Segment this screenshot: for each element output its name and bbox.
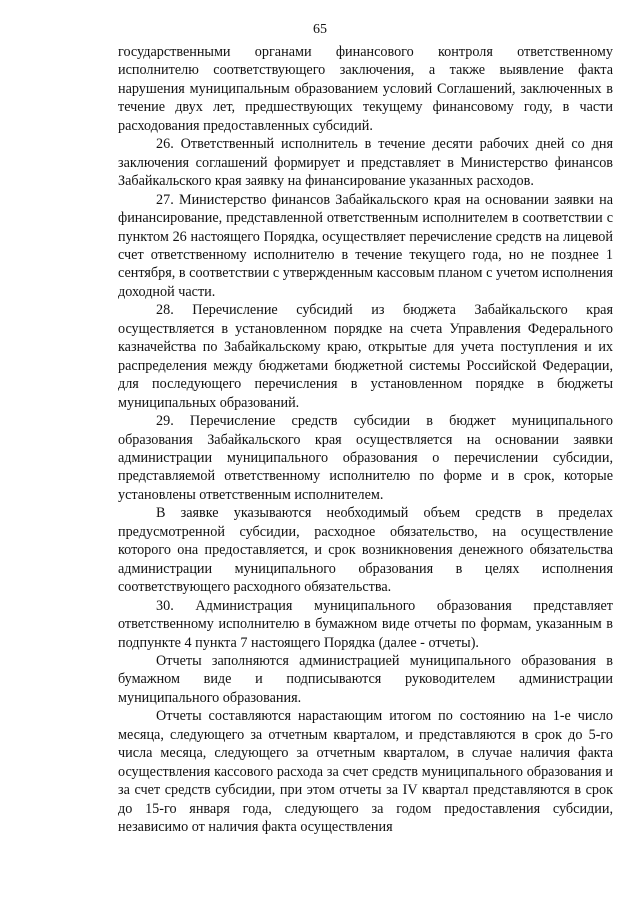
paragraph-continuation: государственными органами финансового контроля ответственному исполнителю соответствующего заключения, а также выявление факта нарушения муниципальным образованием условий Соглашений, заключенных в течение двух лет, предшествующих текущему финансовому году, в части расходования предоставленных субсидий. [118, 44, 613, 134]
paragraph-29: 29. Перечисление средств субсидии в бюджет муниципального образования Забайкальского края осуществляется на основании заявки администрации муниципального образования о перечислении субсидии, представляемой ответственному исполнителю по форме и в срок, которые установлены ответственным исполнителем. [118, 413, 613, 503]
paragraph-30: 30. Администрация муниципального образования представляет ответственному исполнителю в бумажном виде отчеты по формам, указанным в подпункте 4 пункта 7 настоящего Порядка (далее - отчеты). [118, 597, 613, 651]
paragraph-28: 28. Перечисление субсидий из бюджета Забайкальского края осуществляется в установленном порядке на счета Управления Федерального казначейства по Забайкальскому краю, открытые для учета поступления и их распределения между бюджетами бюджетной системы Российской Федерации, для последующего перечисления в установленном порядке в бюджеты муниципальных образований. [118, 302, 613, 411]
paragraph-30-forms: Отчеты заполняются администрацией муниципального образования в бумажном виде и подписываются руководителем администрации муниципального образования. [118, 652, 613, 706]
document-body [118, 43, 613, 836]
page-number: 65 [313, 22, 327, 37]
paragraph-26: 26. Ответственный исполнитель в течение десяти рабочих дней со дня заключения соглашений формирует и представляет в Министерство финансов Забайкальского края заявку на финансирование указанных расходов. [118, 136, 613, 190]
paragraph-29-request: В заявке указываются необходимый объем средств в пределах предусмотренной субсидии, расходное обязательство, на осуществление которого она предоставляется, и срок возникновения денежного обязательства администрации муниципального образования в целях исполнения соответствующего расходного обязательства. [118, 505, 613, 596]
paragraph-27: 27. Министерство финансов Забайкальского края на основании заявки на финансирование, представленной ответственным исполнителем в соответствии с пунктом 26 настоящего Порядка, осуществляет перечисление средств на лицевой счет ответственному исполнителю в течение текущего года, но не позднее 1 сентября, в соответствии с утвержденным кассовым планом с учетом исполнения доходной части. [118, 191, 613, 300]
paragraph-30-deadlines: Отчеты составляются нарастающим итогом по состоянию на 1-е число месяца, следующего за отчетным кварталом, и представляются в срок до 5-го числа месяца, следующего за отчетным кварталом, в случае наличия факта осуществления кассового расхода за счет средств муниципального образования и за счет средств субсидии, при этом отчеты за IV квартал представляются в срок до 15-го января года, следующего за годом предоставления субсидии, независимо от наличия факта осуществления [118, 708, 613, 836]
